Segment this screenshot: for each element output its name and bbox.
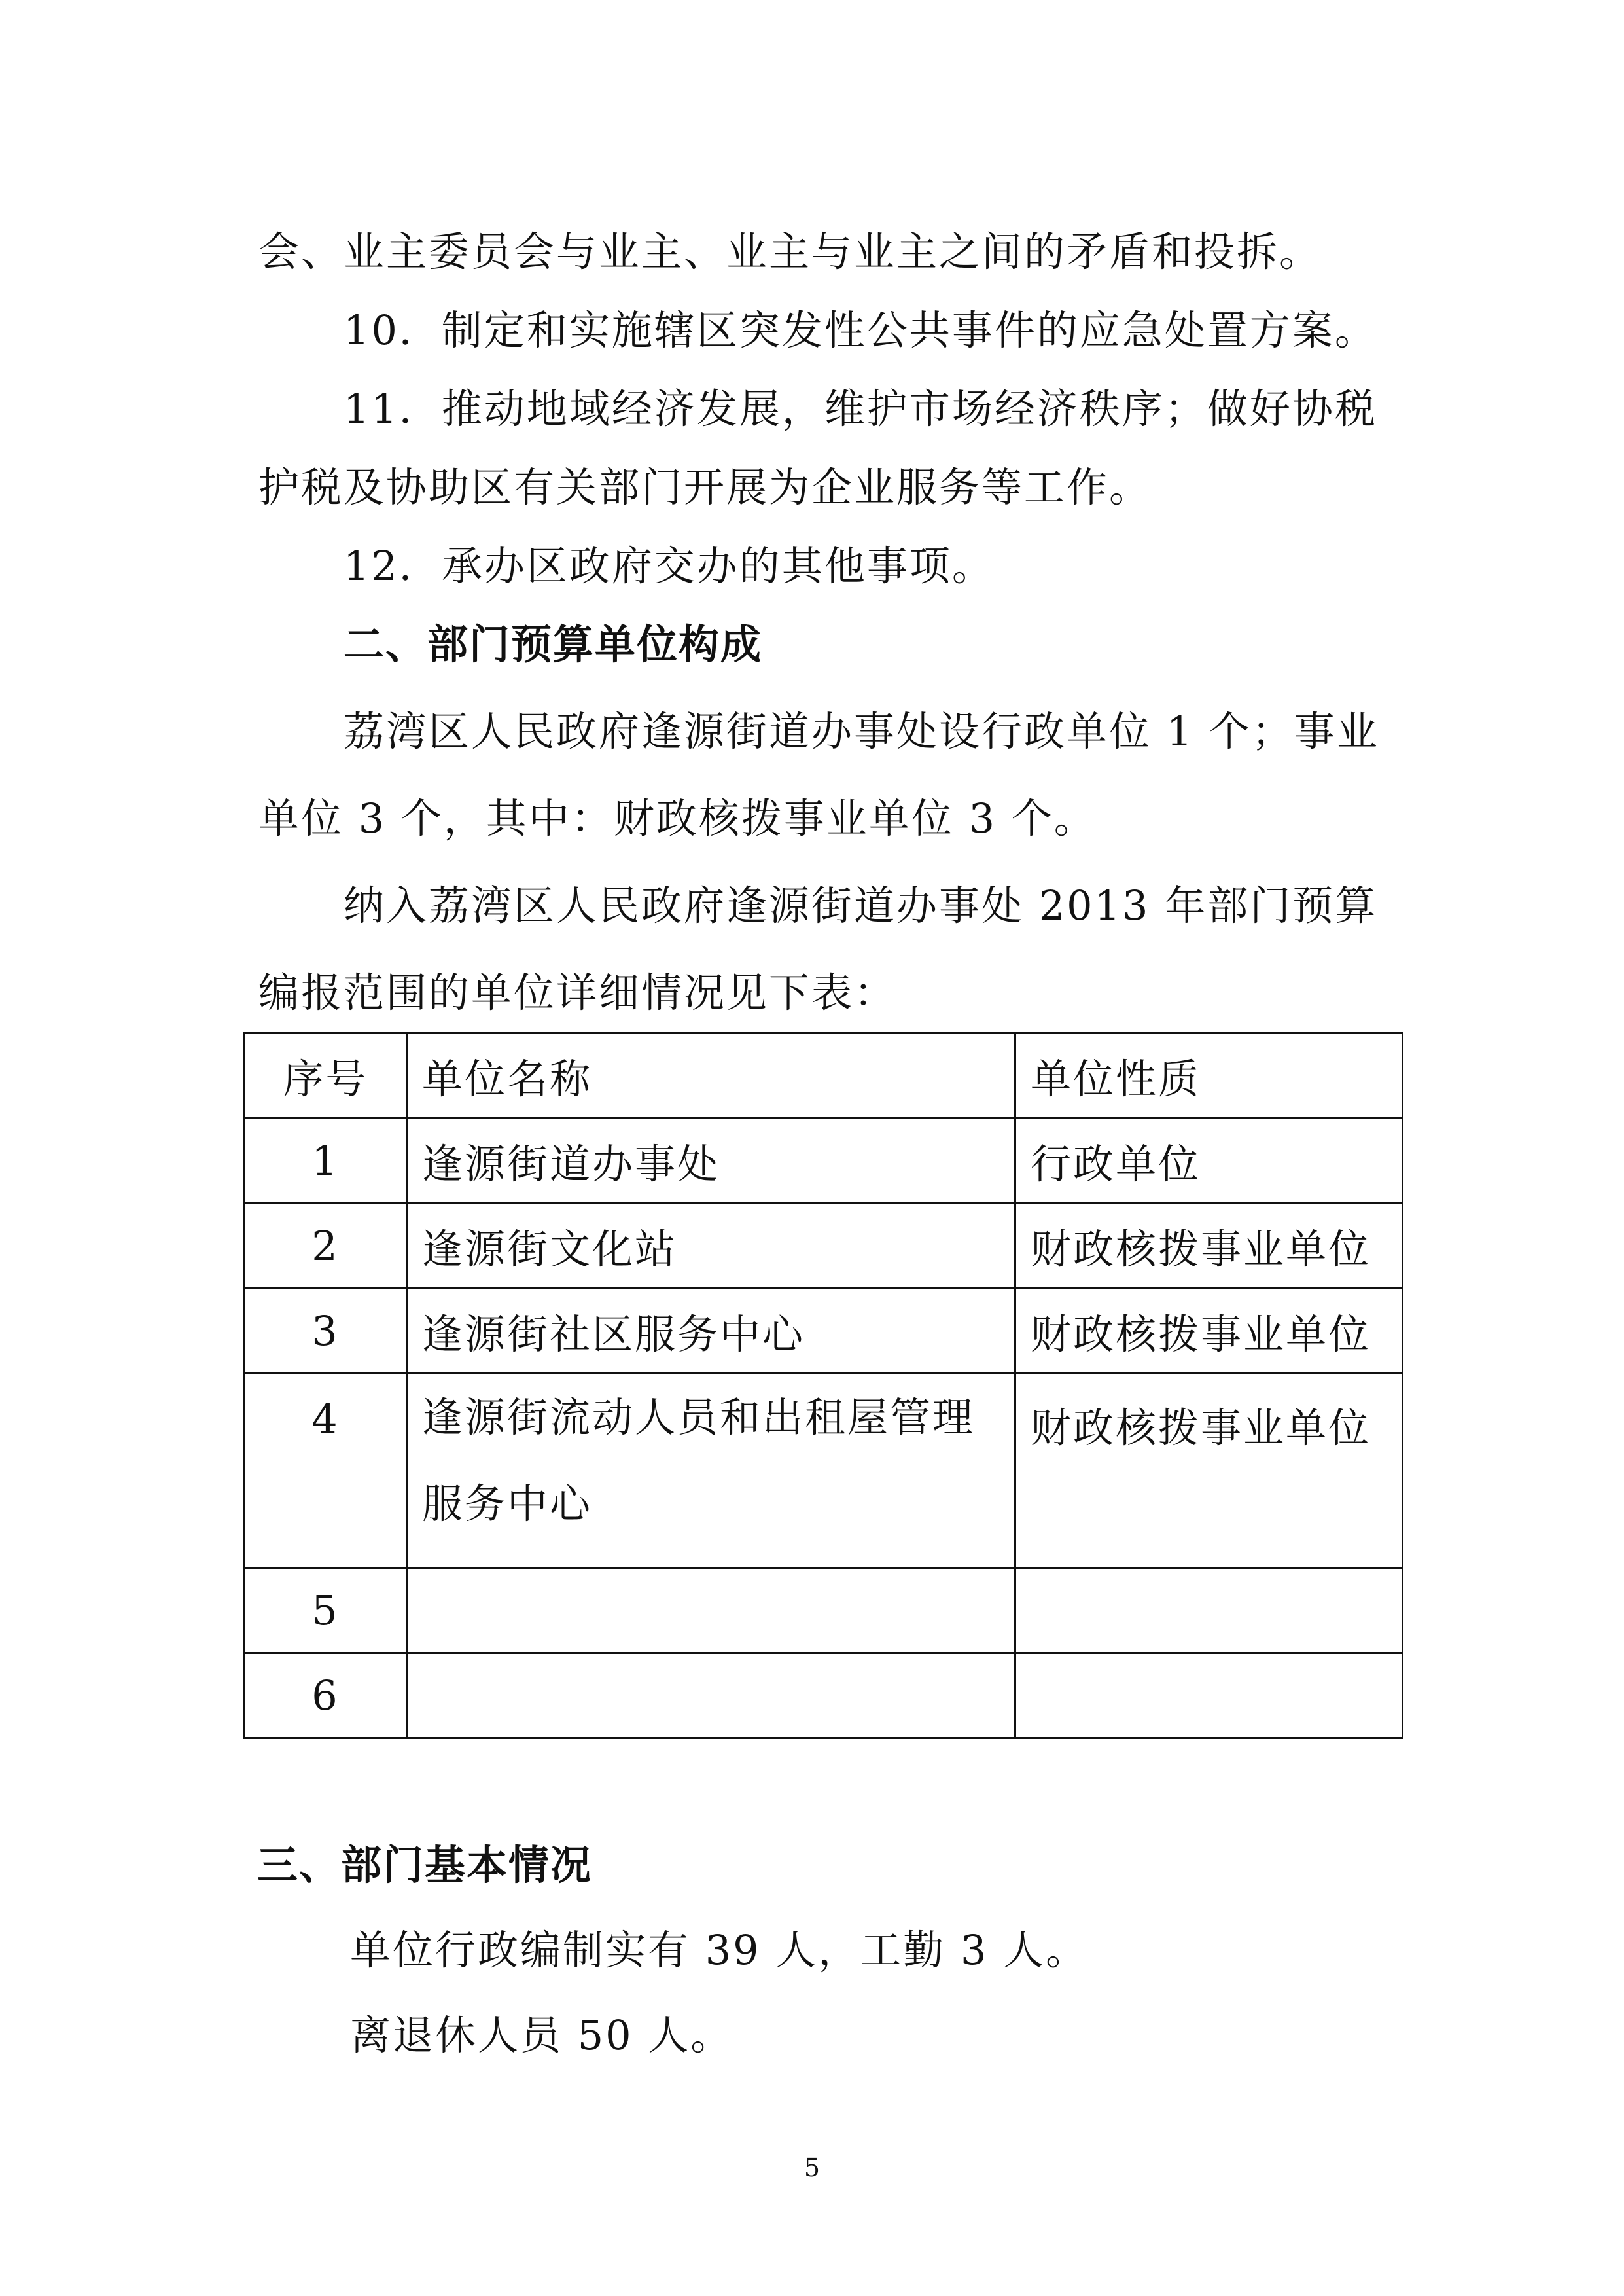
row-index: 1 <box>245 1119 407 1204</box>
section-heading-2: 二、部门预算单位构成 <box>344 620 763 668</box>
row-index: 6 <box>245 1653 407 1738</box>
list-item-12: 12．承办区政府交办的其他事项。 <box>344 542 995 590</box>
table-row <box>245 1568 1403 1653</box>
header-index: 序号 <box>245 1033 407 1119</box>
row-index: 2 <box>245 1204 407 1289</box>
budget-units-table <box>243 1032 1403 1739</box>
list-item-10: 10．制定和实施辖区突发性公共事件的应急处置方案。 <box>344 306 1377 354</box>
paragraph-line: 离退休人员 50 人。 <box>350 2011 733 2059</box>
list-item-11: 11．推动地域经济发展，维护市场经济秩序；做好协税 <box>344 385 1377 433</box>
row-unit-name <box>407 1568 1015 1653</box>
paragraph-line: 会、业主委员会与业主、业主与业主之间的矛盾和投拆。 <box>258 228 1322 276</box>
paragraph-line: 单位 3 个，其中：财政核拨事业单位 3 个。 <box>258 795 1097 842</box>
row-unit-type: 行政单位 <box>1015 1119 1403 1204</box>
row-index: 3 <box>245 1289 407 1374</box>
table-row <box>245 1119 1403 1204</box>
row-unit-name <box>407 1653 1015 1738</box>
row-unit-type: 财政核拨事业单位 <box>1015 1289 1403 1374</box>
row-unit-name: 逢源街流动人员和出租屋管理服务中心 <box>407 1374 1015 1568</box>
page-number: 5 <box>803 2153 821 2182</box>
row-index: 4 <box>245 1374 407 1568</box>
row-index: 5 <box>245 1568 407 1653</box>
row-unit-name: 逢源街道办事处 <box>407 1119 1015 1204</box>
header-unit-type: 单位性质 <box>1015 1033 1403 1119</box>
header-unit-name: 单位名称 <box>407 1033 1015 1119</box>
section-heading-3: 三、部门基本情况 <box>257 1841 593 1889</box>
paragraph-line: 单位行政编制实有 39 人，工勤 3 人。 <box>350 1926 1089 1974</box>
table-row <box>245 1204 1403 1289</box>
paragraph-line: 编报范围的单位详细情况见下表： <box>258 969 897 1016</box>
table-header-row <box>245 1033 1403 1119</box>
row-unit-type: 财政核拨事业单位 <box>1015 1374 1403 1568</box>
paragraph-line: 纳入荔湾区人民政府逢源街道办事处 2013 年部门预算 <box>344 882 1378 929</box>
row-unit-type <box>1015 1653 1403 1738</box>
row-unit-name: 逢源街社区服务中心 <box>407 1289 1015 1374</box>
table-row <box>245 1289 1403 1374</box>
row-unit-type <box>1015 1568 1403 1653</box>
table-row <box>245 1653 1403 1738</box>
table-row <box>245 1374 1403 1568</box>
list-item-11-continued: 护税及协助区有关部门开展为企业服务等工作。 <box>258 463 1152 511</box>
row-unit-type: 财政核拨事业单位 <box>1015 1204 1403 1289</box>
paragraph-line: 荔湾区人民政府逢源街道办事处设行政单位 1 个；事业 <box>344 708 1379 755</box>
row-unit-name: 逢源街文化站 <box>407 1204 1015 1289</box>
